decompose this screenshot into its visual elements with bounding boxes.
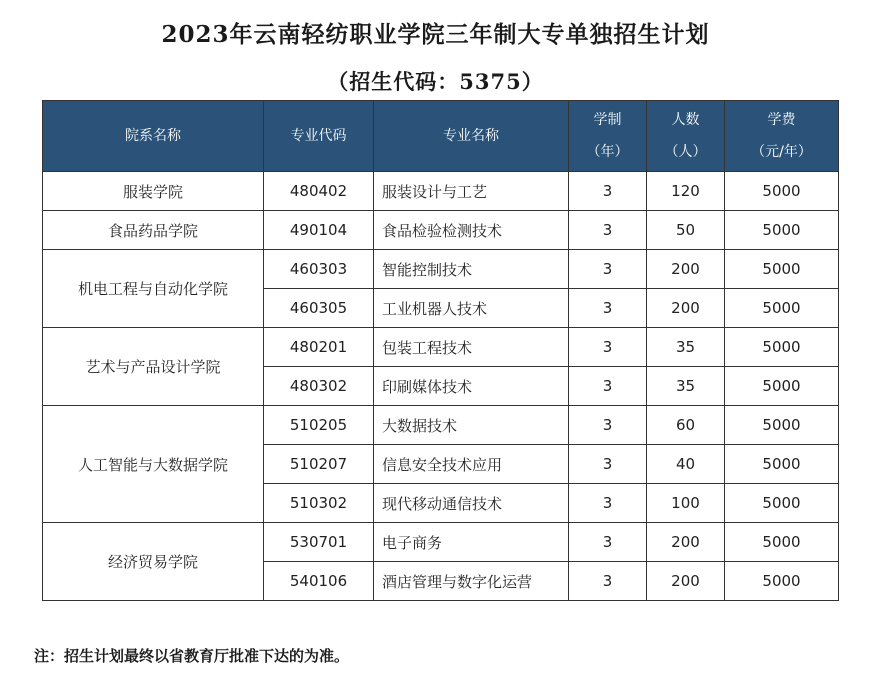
major-code-cell: 490104 (264, 211, 374, 250)
major-code-cell: 480201 (264, 328, 374, 367)
years-cell: 3 (569, 523, 647, 562)
major-name-cell: 食品检验检测技术 (374, 211, 569, 250)
table-row (43, 328, 839, 367)
count-cell: 35 (647, 367, 725, 406)
table-body (43, 172, 839, 601)
college-name-cell: 机电工程与自动化学院 (43, 250, 264, 328)
count-cell: 50 (647, 211, 725, 250)
major-name-cell: 智能控制技术 (374, 250, 569, 289)
fee-cell: 5000 (725, 289, 839, 328)
header-count: 人数 （人） (647, 101, 725, 172)
fee-cell: 5000 (725, 484, 839, 523)
fee-cell: 5000 (725, 562, 839, 601)
fee-cell: 5000 (725, 367, 839, 406)
count-cell: 40 (647, 445, 725, 484)
major-name-cell: 服装设计与工艺 (374, 172, 569, 211)
footnote: 注：招生计划最终以省教育厅批准下达的为准。 (34, 647, 350, 665)
fee-cell: 5000 (725, 406, 839, 445)
major-code-cell: 480402 (264, 172, 374, 211)
college-name-cell: 经济贸易学院 (43, 523, 264, 601)
count-cell: 120 (647, 172, 725, 211)
header-college: 院系名称 (43, 101, 264, 172)
fee-cell: 5000 (725, 250, 839, 289)
count-cell: 200 (647, 523, 725, 562)
years-cell: 3 (569, 172, 647, 211)
major-code-cell: 460305 (264, 289, 374, 328)
major-code-cell: 510205 (264, 406, 374, 445)
years-cell: 3 (569, 445, 647, 484)
years-cell: 3 (569, 484, 647, 523)
fee-cell: 5000 (725, 445, 839, 484)
header-major: 专业名称 (374, 101, 569, 172)
enrollment-plan-table (42, 100, 839, 601)
years-cell: 3 (569, 289, 647, 328)
major-name-cell: 电子商务 (374, 523, 569, 562)
major-code-cell: 510207 (264, 445, 374, 484)
fee-cell: 5000 (725, 211, 839, 250)
years-cell: 3 (569, 562, 647, 601)
years-cell: 3 (569, 328, 647, 367)
table-row (43, 523, 839, 562)
major-code-cell: 530701 (264, 523, 374, 562)
table-header (43, 101, 839, 172)
count-cell: 200 (647, 562, 725, 601)
years-cell: 3 (569, 406, 647, 445)
count-cell: 60 (647, 406, 725, 445)
enrollment-code: （招生代码：5375） (327, 69, 544, 94)
header-fee: 学费 （元/年） (725, 101, 839, 172)
college-name-cell: 食品药品学院 (43, 211, 264, 250)
major-code-cell: 480302 (264, 367, 374, 406)
major-name-cell: 现代移动通信技术 (374, 484, 569, 523)
header-code: 专业代码 (264, 101, 374, 172)
major-code-cell: 540106 (264, 562, 374, 601)
count-cell: 35 (647, 328, 725, 367)
table-row (43, 172, 839, 211)
table-row (43, 406, 839, 445)
major-name-cell: 信息安全技术应用 (374, 445, 569, 484)
table-row (43, 211, 839, 250)
major-code-cell: 460303 (264, 250, 374, 289)
college-name-cell: 人工智能与大数据学院 (43, 406, 264, 523)
fee-cell: 5000 (725, 523, 839, 562)
major-name-cell: 包装工程技术 (374, 328, 569, 367)
major-name-cell: 酒店管理与数字化运营 (374, 562, 569, 601)
table-row (43, 250, 839, 289)
major-name-cell: 工业机器人技术 (374, 289, 569, 328)
years-cell: 3 (569, 367, 647, 406)
header-years: 学制 （年） (569, 101, 647, 172)
page-title: 2023年云南轻纺职业学院三年制大专单独招生计划 (161, 21, 710, 48)
count-cell: 200 (647, 250, 725, 289)
count-cell: 100 (647, 484, 725, 523)
major-code-cell: 510302 (264, 484, 374, 523)
years-cell: 3 (569, 211, 647, 250)
fee-cell: 5000 (725, 172, 839, 211)
major-name-cell: 印刷媒体技术 (374, 367, 569, 406)
college-name-cell: 服装学院 (43, 172, 264, 211)
count-cell: 200 (647, 289, 725, 328)
major-name-cell: 大数据技术 (374, 406, 569, 445)
fee-cell: 5000 (725, 328, 839, 367)
years-cell: 3 (569, 250, 647, 289)
college-name-cell: 艺术与产品设计学院 (43, 328, 264, 406)
